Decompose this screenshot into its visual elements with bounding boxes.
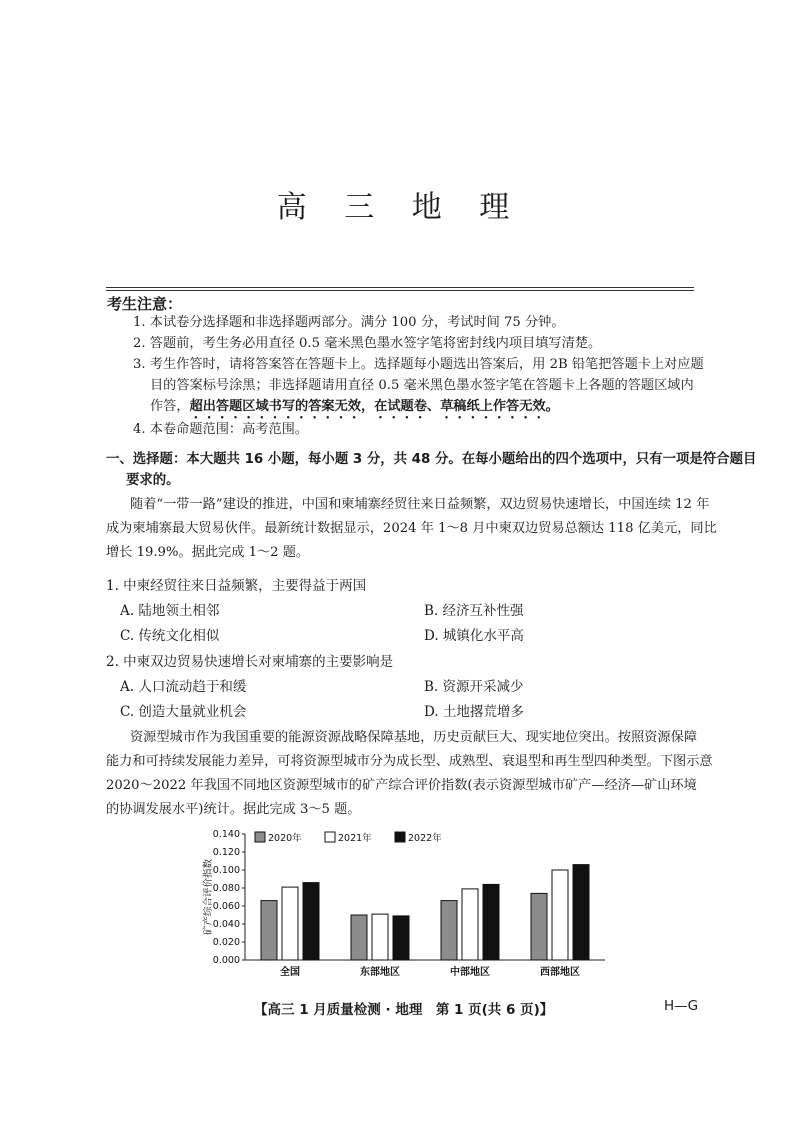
notice-item-1: 1. 本试卷分选择题和非选择题两部分。满分 100 分，考试时间 75 分钟。: [133, 315, 565, 330]
x-tick-label: 中部地区: [450, 967, 490, 978]
header-rule-bottom: [106, 290, 694, 291]
passage-2-line-2: 能力和可持续发展能力差异，可将资源型城市分为成长型、成熟型、衰退型和再生型四种类型。下图示意: [106, 754, 713, 769]
passage-1-line-1: 随着“一带一路”建设的推进，中国和柬埔寨经贸往来日益频繁，双边贸易快速增长，中国连续 12 年: [130, 497, 710, 512]
x-tick-labels: [280, 965, 580, 978]
y-tick-label: 0.000: [212, 955, 240, 966]
question-1-option-a: A. 陆地领土相邻: [120, 603, 220, 619]
question-1-option-b: B. 经济互补性强: [424, 603, 524, 619]
bar-2022年-东部地区: [393, 916, 409, 960]
y-tick-label: 0.120: [212, 847, 240, 858]
legend: [255, 832, 442, 844]
bar-2020年-中部地区: [441, 901, 457, 960]
passage-2-line-3: 2020～2022 年我国不同地区资源型城市的矿产综合评价指数(表示资源型城市矿产—经济—矿山环境: [106, 778, 697, 793]
legend-swatch: [325, 832, 335, 842]
question-2-option-d: D. 土地撂荒增多: [424, 704, 524, 720]
notice-heading: 考生注意：: [107, 295, 183, 313]
passage-2-line-4: 的协调发展水平)统计。据此完成 3～5 题。: [106, 802, 361, 817]
bar-2022年-全国: [303, 883, 319, 960]
question-2-option-a: A. 人口流动趋于和缓: [120, 679, 247, 695]
header-rule-top: [106, 287, 694, 288]
question-2-option-c: C. 创造大量就业机会: [120, 704, 247, 720]
question-2-option-b: B. 资源开采减少: [424, 679, 524, 695]
question-2-stem: 2. 中柬双边贸易快速增长对柬埔寨的主要影响是: [106, 654, 394, 670]
legend-label: 2022年: [408, 833, 442, 844]
bar-2021年-东部地区: [372, 914, 388, 960]
notice-item-4: 4. 本卷命题范围：高考范围。: [133, 422, 309, 437]
question-1-stem: 1. 中柬经贸往来日益频繁，主要得益于两国: [106, 578, 367, 594]
notice-emphasis: 超出答题区域书写的答案无效，在试题卷、草稿纸上作答无效。: [189, 399, 559, 414]
passage-2-line-1-text: 资源型城市作为我国重要的能源资源战略保障基地，历史贡献巨大、现实地位突出。按照资源保障: [130, 730, 698, 745]
y-tick-label: 0.020: [212, 937, 240, 948]
y-tick-label: 0.100: [212, 865, 240, 876]
question-1-option-d: D. 城镇化水平高: [424, 628, 524, 644]
footer-code: H—G: [664, 998, 699, 1014]
legend-label: 2020年: [268, 833, 302, 844]
question-1-option-c: C. 传统文化相似: [120, 628, 220, 644]
bar-2022年-中部地区: [483, 884, 499, 960]
passage-1-line-3: 增长 19.9%。据此完成 1～2 题。: [106, 545, 310, 560]
footer-text: 【高三 1 月质量检测 · 地理 第 1 页(共 6 页)】: [254, 1002, 554, 1018]
legend-swatch: [395, 832, 405, 842]
bar-chart: [195, 826, 615, 986]
section-heading: 一、选择题：本大题共 16 小题，每小题 3 分，共 48 分。在每小题给出的四个选项中，只有一项是符合题目: [106, 452, 757, 467]
notice-item-2: 2. 答题前，考生务必用直径 0.5 毫米黑色墨水签字笔将密封线内项目填写清楚。: [133, 336, 602, 351]
passage-1-line-2: 成为柬埔寨最大贸易伙伴。最新统计数据显示，2024 年 1～8 月中柬双边贸易总额达 118 亿美元，同比: [106, 521, 717, 536]
notice-item-3-end-plain: 作答，: [150, 399, 190, 414]
bar-2020年-全国: [261, 901, 277, 960]
bar-2020年-西部地区: [531, 893, 547, 960]
legend-swatch: [255, 832, 265, 842]
y-ticks: [213, 829, 245, 966]
passage-2-line-1: [130, 727, 697, 748]
notice-item-3: 3. 考生作答时，请将答案答在答题卡上。选择题每小题选出答案后，用 2B 铅笔把答题卡上对应题: [133, 357, 704, 372]
y-tick-label: 0.140: [212, 829, 240, 840]
x-tick-label: 全国: [280, 967, 300, 978]
notice-item-3-cont: 目的答案标号涂黑；非选择题请用直径 0.5 毫米黑色墨水签字笔在答题卡上各题的答题区域内: [150, 378, 694, 393]
y-tick-label: 0.060: [212, 901, 240, 912]
bar-2021年-全国: [282, 887, 298, 960]
bar-2022年-西部地区: [573, 865, 589, 960]
bars: [261, 865, 589, 960]
bar-2021年-西部地区: [552, 870, 568, 960]
bar-2020年-东部地区: [351, 915, 367, 960]
y-tick-label: 0.040: [212, 919, 240, 930]
legend-label: 2021年: [338, 833, 372, 844]
x-tick-label: 东部地区: [360, 967, 400, 978]
y-tick-label: 0.080: [212, 883, 240, 894]
page-title: 高 三 地 理: [276, 190, 524, 225]
y-axis-label-text: 矿产综合评价指数: [203, 858, 214, 936]
section-heading-cont: 要求的。: [126, 473, 180, 488]
x-tick-label: 西部地区: [540, 967, 580, 978]
bar-2021年-中部地区: [462, 889, 478, 960]
